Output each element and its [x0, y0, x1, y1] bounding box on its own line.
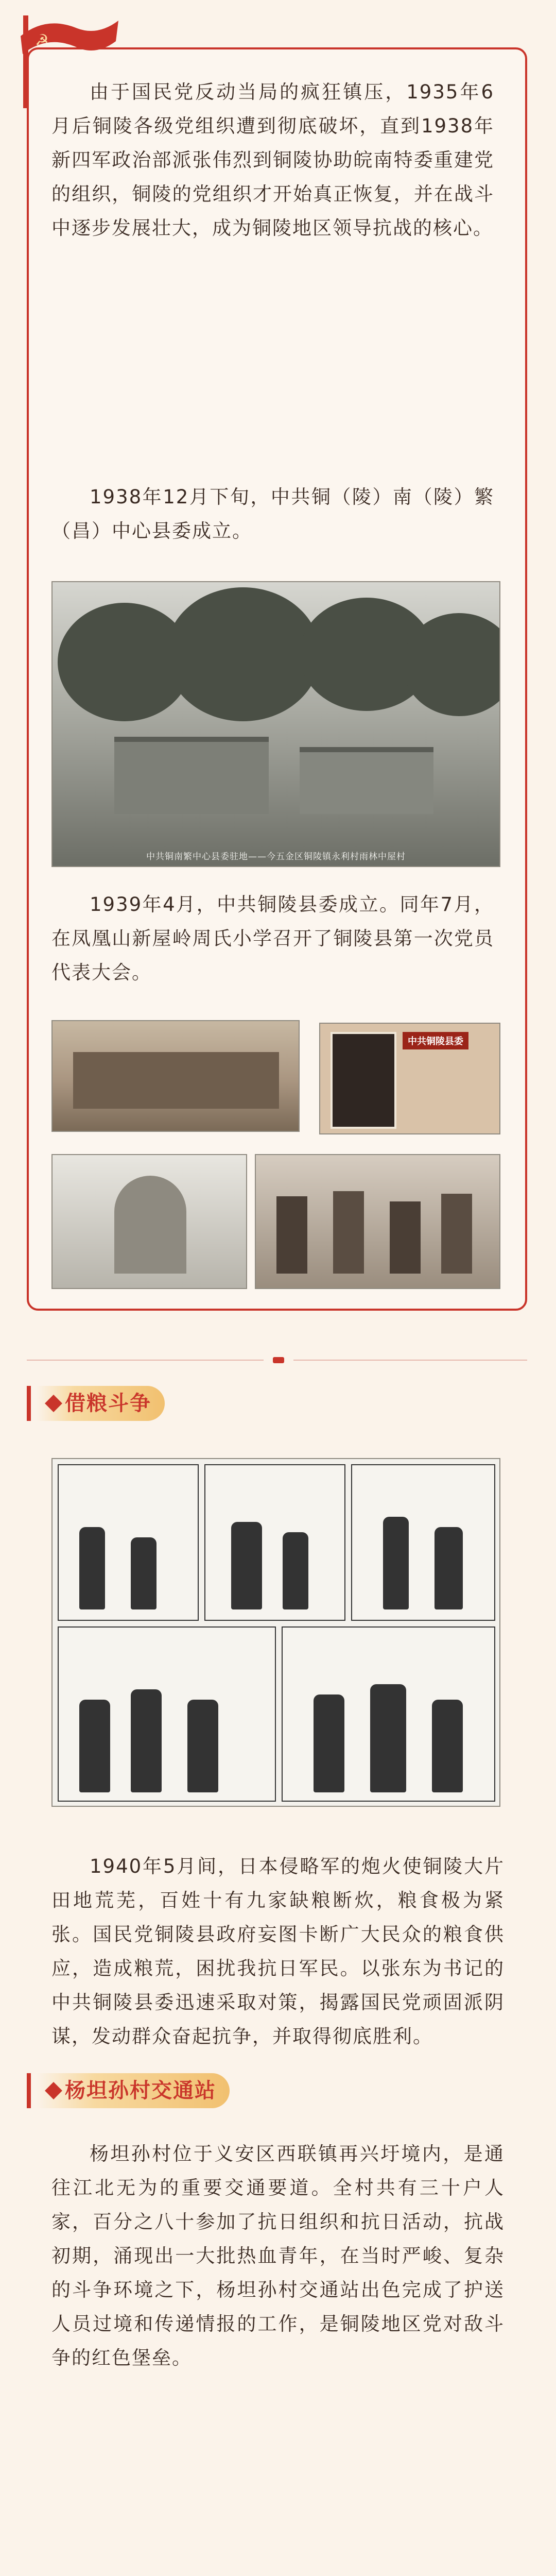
meeting-painting-photo [255, 1154, 500, 1289]
diamond-icon [45, 2082, 62, 2099]
portrait-badge: 中共铜陵县委 [403, 1032, 468, 1049]
divider-left [27, 1360, 264, 1361]
divider-ornament [273, 1357, 284, 1363]
intro-paragraph-3: 1939年4月，中共铜陵县委成立。同年7月，在凤凰山新屋岭周氏小学召开了铜陵县第一次党员代表大会。 [51, 893, 494, 984]
liaison-station-text: 杨坦孙村位于义安区西联镇再兴圩境内，是通往江北无为的重要交通要道。全村共有三十户人家，百分之八十参加了抗日组织和抗日活动，抗战初期，涌现出一大批热血青年，在当时严峻、复杂的斗争环境之下，杨坦孙村交通站出色完成了护送人员过境和传递情报的工作，是铜陵地区党对敌斗争的红色堡垒。 [51, 2143, 505, 2369]
party-congress-site-photo [51, 1020, 300, 1132]
grain-struggle-text: 1940年5月间，日本侵略军的炮火使铜陵大片田地荒芜，百姓十有九家缺粮断炊，粮食极为紧张。国民党铜陵县政府妄图卡断广大民众的粮食供应，造成粮荒，困扰我抗日军民。以张东为书记的中共铜陵县委迅速采取对策，揭露国民党顽固派阴谋，发动群众奋起抗争，并取得彻底胜利。 [51, 1855, 505, 2047]
section-title-liaison-station: 杨坦孙村交通站 [36, 2073, 230, 2108]
intro-paragraph-1: 由于国民党反动当局的疯狂镇压，1935年6月后铜陵各级党组织遭到彻底破坏，直到1938年新四军政治部派张伟烈到铜陵协助皖南特委重建党的组织，铜陵的党组织才开始真正恢复，并在战斗中逐步发展壮大，成为铜陵地区领导抗战的核心。 [51, 81, 494, 239]
county-secretary-portrait-panel [319, 1023, 500, 1134]
photo-caption: 中共铜南繁中心县委驻地——今五金区铜陵镇永利村雨林中屋村 [146, 852, 406, 862]
memorial-gate-photo [51, 1154, 247, 1289]
diamond-icon [45, 1395, 62, 1412]
intro-paragraph-2: 1938年12月下旬，中共铜（陵）南（陵）繁（昌）中心县委成立。 [51, 486, 494, 542]
divider-right [293, 1360, 527, 1361]
grain-struggle-comic [51, 1458, 500, 1807]
county-committee-site-photo [51, 581, 500, 867]
section-marker [27, 2073, 31, 2108]
section-title-grain: 借粮斗争 [36, 1386, 165, 1421]
section-marker [27, 1386, 31, 1421]
svg-text:☭: ☭ [35, 31, 49, 49]
